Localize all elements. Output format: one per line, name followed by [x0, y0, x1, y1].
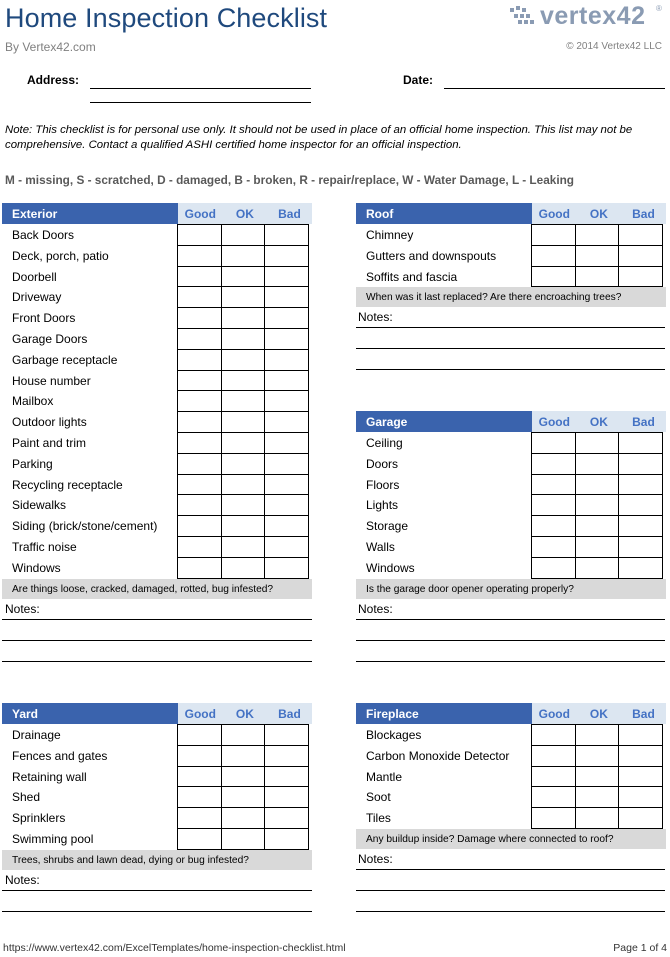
yard-notes-label: Notes:	[5, 873, 40, 887]
good-checkbox[interactable]	[177, 536, 222, 558]
bad-checkbox[interactable]	[264, 390, 309, 412]
good-checkbox[interactable]	[531, 766, 576, 788]
checklist-item-label: Garbage receptacle	[12, 352, 118, 367]
checklist-row	[2, 557, 312, 578]
good-checkbox[interactable]	[177, 266, 222, 288]
good-checkbox[interactable]	[531, 432, 576, 454]
roof-question: When was it last replaced? Are there encroaching trees?	[356, 287, 666, 307]
section-title: Exterior	[2, 203, 178, 224]
bad-checkbox[interactable]	[618, 224, 663, 246]
bad-checkbox[interactable]	[264, 432, 309, 454]
checklist-row	[2, 328, 312, 349]
yard-question: Trees, shrubs and lawn dead, dying or bug infested?	[2, 850, 312, 870]
good-checkbox[interactable]	[531, 536, 576, 558]
ok-checkbox[interactable]	[221, 494, 266, 516]
ok-checkbox[interactable]	[221, 411, 266, 433]
ok-checkbox[interactable]	[221, 786, 266, 808]
exterior-question: Are things loose, cracked, damaged, rotted, bug infested?	[2, 579, 312, 599]
bad-checkbox[interactable]	[264, 370, 309, 392]
checklist-item-label: Driveway	[12, 290, 62, 305]
good-checkbox[interactable]	[531, 786, 576, 808]
copyright: © 2014 Vertex42 LLC	[566, 41, 662, 52]
ok-checkbox[interactable]	[575, 557, 620, 579]
ok-checkbox[interactable]	[221, 745, 266, 767]
checklist-row	[2, 536, 312, 557]
checklist-item-label: Siding (brick/stone/cement)	[12, 519, 158, 534]
ok-checkbox[interactable]	[221, 370, 266, 392]
checklist-row	[2, 786, 312, 807]
checklist-row	[2, 494, 312, 515]
checklist-item-label: Outdoor lights	[12, 415, 87, 430]
column-header-ok: OK	[223, 203, 268, 224]
checklist-item-label: Lights	[366, 498, 399, 513]
roof-notes-line-1[interactable]	[356, 327, 665, 328]
checklist-row	[2, 390, 312, 411]
good-checkbox[interactable]	[177, 286, 222, 308]
bad-checkbox[interactable]	[618, 745, 663, 767]
footer-url[interactable]: https://www.vertex42.com/ExcelTemplates/home-inspection-checklist.html	[3, 942, 346, 954]
bad-checkbox[interactable]	[264, 224, 309, 246]
garage-question: Is the garage door opener operating properly?	[356, 579, 666, 599]
good-checkbox[interactable]	[177, 390, 222, 412]
checklist-item-label: Traffic noise	[12, 539, 77, 554]
ok-checkbox[interactable]	[221, 266, 266, 288]
exterior-notes-label: Notes:	[5, 602, 40, 616]
checklist-item-label: Walls	[366, 539, 395, 554]
section-title: Garage	[356, 411, 532, 432]
bad-checkbox[interactable]	[264, 245, 309, 267]
checklist-row	[356, 515, 666, 536]
bad-checkbox[interactable]	[618, 786, 663, 808]
checklist-item-label: Fences and gates	[12, 748, 108, 763]
bad-checkbox[interactable]	[264, 745, 309, 767]
vertex42-logo	[508, 4, 664, 30]
ok-checkbox[interactable]	[221, 245, 266, 267]
yard-notes-line-2[interactable]	[2, 911, 312, 912]
bad-checkbox[interactable]	[618, 536, 663, 558]
bad-checkbox[interactable]	[264, 349, 309, 371]
good-checkbox[interactable]	[177, 494, 222, 516]
checklist-item-label: Storage	[366, 519, 409, 534]
good-checkbox[interactable]	[177, 349, 222, 371]
ok-checkbox[interactable]	[221, 515, 266, 537]
checklist-row	[2, 515, 312, 536]
checklist-row	[356, 266, 666, 287]
checklist-item-label: Soffits and fascia	[366, 269, 458, 284]
exterior-notes-line-2[interactable]	[2, 640, 312, 641]
checklist-item-label: Windows	[366, 560, 415, 575]
logo-text: vertex42	[540, 2, 646, 30]
checklist-item-label: Shed	[12, 790, 41, 805]
section-title: Roof	[356, 203, 532, 224]
checklist-row	[2, 370, 312, 391]
fireplace-notes-label: Notes:	[358, 852, 393, 866]
yard-notes-line-1[interactable]	[2, 890, 312, 891]
fireplace-question: Any buildup inside? Damage where connected to roof?	[356, 829, 666, 849]
good-checkbox[interactable]	[177, 328, 222, 350]
garage-notes-line-3[interactable]	[356, 661, 665, 662]
ok-checkbox[interactable]	[221, 766, 266, 788]
checklist-item-label: Front Doors	[12, 311, 76, 326]
section-title: Yard	[2, 703, 178, 724]
bad-checkbox[interactable]	[618, 474, 663, 496]
checklist-item-label: Doors	[366, 456, 399, 471]
roof-notes-line-2[interactable]	[356, 348, 665, 349]
ok-checkbox[interactable]	[575, 745, 620, 767]
ok-checkbox[interactable]	[221, 307, 266, 329]
good-checkbox[interactable]	[531, 724, 576, 746]
bad-checkbox[interactable]	[264, 724, 309, 746]
checklist-item-label: Blockages	[366, 728, 422, 742]
checklist-item-label: Doorbell	[12, 269, 57, 284]
ok-checkbox[interactable]	[575, 724, 620, 746]
good-checkbox[interactable]	[531, 557, 576, 579]
garage-section	[356, 411, 666, 599]
bad-checkbox[interactable]	[264, 266, 309, 288]
checklist-row	[356, 807, 666, 828]
bad-checkbox[interactable]	[264, 494, 309, 516]
bad-checkbox[interactable]	[618, 494, 663, 516]
checklist-item-label: Retaining wall	[12, 769, 87, 784]
checklist-row	[2, 349, 312, 370]
ok-checkbox[interactable]	[575, 515, 620, 537]
bad-checkbox[interactable]	[618, 515, 663, 537]
checklist-row	[2, 807, 312, 828]
ok-checkbox[interactable]	[575, 245, 620, 267]
column-header-ok: OK	[577, 703, 622, 724]
ok-checkbox[interactable]	[575, 224, 620, 246]
bad-checkbox[interactable]	[264, 766, 309, 788]
address-line-2[interactable]	[90, 102, 311, 103]
column-header-bad: Bad	[621, 411, 666, 432]
checklist-row	[356, 786, 666, 807]
bad-checkbox[interactable]	[264, 536, 309, 558]
bad-checkbox[interactable]	[618, 453, 663, 475]
good-checkbox[interactable]	[177, 224, 222, 246]
ok-checkbox[interactable]	[221, 474, 266, 496]
checklist-item-label: Swimming pool	[12, 831, 94, 846]
good-checkbox[interactable]	[177, 515, 222, 537]
good-checkbox[interactable]	[177, 453, 222, 475]
column-header-good: Good	[532, 411, 577, 432]
bad-checkbox[interactable]	[264, 828, 309, 850]
checklist-row	[2, 411, 312, 432]
column-header-bad: Bad	[621, 703, 666, 724]
good-checkbox[interactable]	[177, 828, 222, 850]
bad-checkbox[interactable]	[264, 453, 309, 475]
bad-checkbox[interactable]	[264, 286, 309, 308]
yard-header	[2, 703, 312, 724]
fireplace-header	[356, 703, 666, 724]
bad-checkbox[interactable]	[618, 245, 663, 267]
checklist-row	[2, 766, 312, 787]
good-checkbox[interactable]	[177, 245, 222, 267]
column-header-bad: Bad	[621, 203, 666, 224]
good-checkbox[interactable]	[177, 432, 222, 454]
good-checkbox[interactable]	[177, 411, 222, 433]
roof-notes-label: Notes:	[358, 310, 393, 324]
page-number: Page 1 of 4	[613, 942, 667, 954]
bad-checkbox[interactable]	[618, 266, 663, 288]
column-header-ok: OK	[577, 203, 622, 224]
good-checkbox[interactable]	[531, 245, 576, 267]
checklist-row	[356, 474, 666, 495]
checklist-row	[2, 286, 312, 307]
ok-checkbox[interactable]	[575, 432, 620, 454]
good-checkbox[interactable]	[177, 807, 222, 829]
checklist-row	[2, 245, 312, 266]
checklist-item-label: Paint and trim	[12, 435, 87, 450]
checklist-item-label: Mailbox	[12, 394, 54, 409]
checklist-item-label: Floors	[366, 477, 400, 492]
ok-checkbox[interactable]	[221, 390, 266, 412]
ok-checkbox[interactable]	[221, 224, 266, 246]
checklist-item-label: Soot	[366, 790, 391, 805]
checklist-row	[356, 557, 666, 578]
roof-notes-line-3[interactable]	[356, 369, 665, 370]
ok-checkbox[interactable]	[575, 494, 620, 516]
page-title: Home Inspection Checklist	[5, 3, 328, 33]
good-checkbox[interactable]	[177, 745, 222, 767]
checklist-item-label: Windows	[12, 560, 61, 575]
good-checkbox[interactable]	[177, 370, 222, 392]
ok-checkbox[interactable]	[221, 807, 266, 829]
bad-checkbox[interactable]	[618, 557, 663, 579]
ok-checkbox[interactable]	[221, 328, 266, 350]
bad-checkbox[interactable]	[264, 474, 309, 496]
ok-checkbox[interactable]	[221, 536, 266, 558]
good-checkbox[interactable]	[531, 494, 576, 516]
good-checkbox[interactable]	[177, 474, 222, 496]
checklist-row	[2, 453, 312, 474]
ok-checkbox[interactable]	[221, 724, 266, 746]
byline: By Vertex42.com	[5, 40, 96, 54]
column-header-ok: OK	[577, 411, 622, 432]
checklist-item-label: Garage Doors	[12, 331, 88, 346]
address-line-1[interactable]	[90, 88, 311, 89]
ok-checkbox[interactable]	[575, 807, 620, 829]
ok-checkbox[interactable]	[221, 453, 266, 475]
exterior-section	[2, 203, 312, 599]
checklist-row	[356, 453, 666, 474]
disclaimer-note: Note: This checklist is for personal use only. It should not be used in place of an official home inspection. This list may not be comprehensive. Contact a qualified ASHI certified home inspector for an official inspection.	[5, 124, 633, 151]
good-checkbox[interactable]	[531, 224, 576, 246]
bad-checkbox[interactable]	[264, 411, 309, 433]
condition-legend: M - missing, S - scratched, D - damaged, B - broken, R - repair/replace, W - Water Damage, L - Leaking	[5, 173, 575, 187]
ok-checkbox[interactable]	[221, 557, 266, 579]
checklist-item-label: Drainage	[12, 728, 61, 742]
ok-checkbox[interactable]	[221, 432, 266, 454]
checklist-row	[356, 536, 666, 557]
checklist-item-label: Sidewalks	[12, 498, 67, 513]
good-checkbox[interactable]	[531, 515, 576, 537]
exterior-notes-line-1[interactable]	[2, 619, 312, 620]
ok-checkbox[interactable]	[575, 453, 620, 475]
good-checkbox[interactable]	[531, 745, 576, 767]
checklist-row	[2, 724, 312, 745]
checklist-item-label: Back Doors	[12, 228, 75, 242]
checklist-row	[2, 745, 312, 766]
checklist-row	[2, 432, 312, 453]
date-line[interactable]	[444, 88, 665, 89]
good-checkbox[interactable]	[177, 724, 222, 746]
checklist-row	[2, 266, 312, 287]
checklist-row	[2, 474, 312, 495]
good-checkbox[interactable]	[177, 766, 222, 788]
ok-checkbox[interactable]	[221, 286, 266, 308]
ok-checkbox[interactable]	[575, 536, 620, 558]
checklist-item-label: Sprinklers	[12, 811, 66, 826]
fireplace-notes-line-3[interactable]	[356, 911, 665, 912]
bad-checkbox[interactable]	[264, 786, 309, 808]
column-header-bad: Bad	[267, 703, 312, 724]
garage-header	[356, 411, 666, 432]
fireplace-notes-line-1[interactable]	[356, 869, 665, 870]
column-header-good: Good	[178, 703, 223, 724]
bad-checkbox[interactable]	[264, 515, 309, 537]
exterior-header	[2, 203, 312, 224]
yard-section	[2, 703, 312, 870]
ok-checkbox[interactable]	[221, 828, 266, 850]
checklist-row	[356, 432, 666, 453]
checklist-item-label: Gutters and downspouts	[366, 248, 497, 263]
checklist-row	[356, 494, 666, 515]
date-label: Date:	[403, 73, 434, 87]
good-checkbox[interactable]	[531, 474, 576, 496]
column-header-good: Good	[532, 203, 577, 224]
garage-notes-line-2[interactable]	[356, 640, 665, 641]
fireplace-notes-line-2[interactable]	[356, 890, 665, 891]
roof-header	[356, 203, 666, 224]
garage-notes-line-1[interactable]	[356, 619, 665, 620]
good-checkbox[interactable]	[177, 786, 222, 808]
bad-checkbox[interactable]	[618, 432, 663, 454]
bad-checkbox[interactable]	[618, 807, 663, 829]
checklist-item-label: House number	[12, 373, 91, 388]
bad-checkbox[interactable]	[618, 724, 663, 746]
checklist-item-label: Parking	[12, 456, 53, 471]
column-header-ok: OK	[223, 703, 268, 724]
checklist-row	[356, 245, 666, 266]
column-header-good: Good	[532, 703, 577, 724]
logo-mark-icon	[508, 6, 538, 28]
roof-section	[356, 203, 666, 307]
exterior-notes-line-3[interactable]	[2, 661, 312, 662]
bad-checkbox[interactable]	[264, 807, 309, 829]
checklist-row	[2, 307, 312, 328]
good-checkbox[interactable]	[531, 807, 576, 829]
checklist-item-label: Chimney	[366, 228, 414, 242]
column-header-bad: Bad	[267, 203, 312, 224]
good-checkbox[interactable]	[531, 266, 576, 288]
garage-notes-label: Notes:	[358, 602, 393, 616]
ok-checkbox[interactable]	[575, 786, 620, 808]
checklist-row	[2, 828, 312, 849]
good-checkbox[interactable]	[531, 453, 576, 475]
section-title: Fireplace	[356, 703, 532, 724]
checklist-item-label: Tiles	[366, 811, 391, 826]
bad-checkbox[interactable]	[264, 307, 309, 329]
checklist-row	[356, 766, 666, 787]
address-label: Address:	[27, 73, 80, 87]
checklist-row	[356, 224, 666, 245]
fireplace-section	[356, 703, 666, 849]
checklist-item-label: Deck, porch, patio	[12, 248, 109, 263]
ok-checkbox[interactable]	[575, 474, 620, 496]
good-checkbox[interactable]	[177, 557, 222, 579]
bad-checkbox[interactable]	[618, 766, 663, 788]
checklist-item-label: Mantle	[366, 769, 403, 784]
checklist-item-label: Carbon Monoxide Detector	[366, 748, 510, 763]
checklist-row	[356, 724, 666, 745]
logo-registered-mark: ®	[656, 4, 662, 13]
column-header-good: Good	[178, 203, 223, 224]
bad-checkbox[interactable]	[264, 328, 309, 350]
ok-checkbox[interactable]	[221, 349, 266, 371]
ok-checkbox[interactable]	[575, 766, 620, 788]
checklist-item-label: Ceiling	[366, 436, 403, 450]
checklist-item-label: Recycling receptacle	[12, 477, 123, 492]
good-checkbox[interactable]	[177, 307, 222, 329]
bad-checkbox[interactable]	[264, 557, 309, 579]
ok-checkbox[interactable]	[575, 266, 620, 288]
checklist-row	[2, 224, 312, 245]
checklist-row	[356, 745, 666, 766]
